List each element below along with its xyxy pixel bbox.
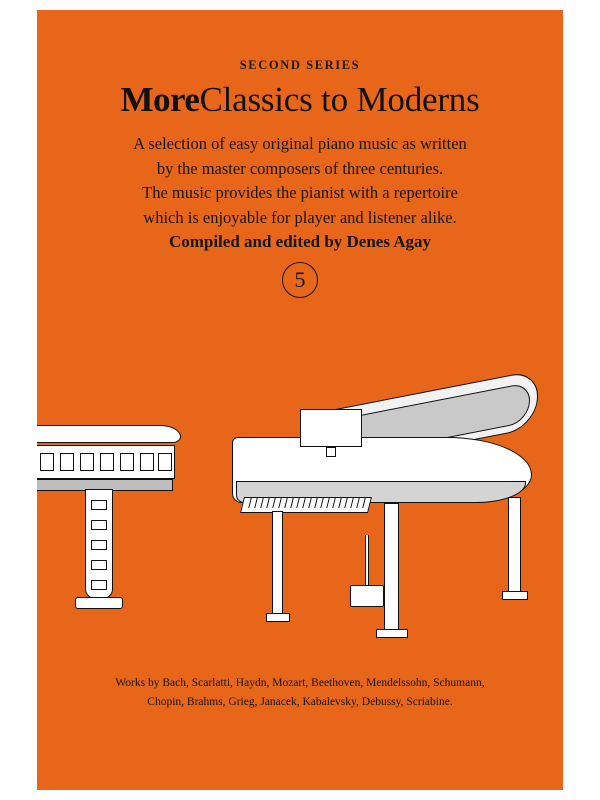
antique-piano-leg [85, 489, 113, 599]
piano-pedal-rod [365, 535, 369, 587]
title-lead-word: More [120, 80, 200, 119]
piano-music-desk [300, 409, 362, 447]
antique-piano-illustration [37, 425, 189, 655]
credits-line-2: Chopin, Brahms, Grieg, Janacek, Kabalevsky, Debussy, Scriabine. [147, 696, 453, 708]
blurb-line-3: The music provides the pianist with a repertoire [142, 183, 458, 202]
title-rest: Classics to Moderns [199, 80, 480, 119]
page-title [37, 78, 563, 122]
piano-back-foot [502, 591, 528, 600]
credits-line-1: Works by Bach, Scarlatti, Haydn, Mozart, Beethoven, Mendelssohn, Schumann, [115, 677, 485, 689]
blurb-line-4: which is enjoyable for player and listener alike. [143, 207, 457, 227]
antique-piano-frieze [37, 445, 175, 479]
volume-number-badge: 5 [282, 262, 318, 298]
cover-blurb [37, 132, 563, 255]
compiled-by-line: Compiled and edited by Denes Agay [168, 232, 432, 251]
piano-front-leg [272, 511, 283, 615]
grand-piano-illustration [222, 385, 552, 665]
piano-middle-foot [376, 629, 408, 638]
piano-middle-leg [384, 503, 399, 631]
blurb-line-1: A selection of easy original piano music as written [133, 134, 467, 153]
piano-front-foot [266, 613, 290, 622]
series-label: SECOND SERIES [239, 58, 361, 72]
piano-back-leg [508, 497, 521, 593]
antique-piano-foot [75, 597, 123, 609]
composer-credits [37, 674, 563, 712]
piano-pedal-lyre [350, 585, 384, 607]
piano-music-desk-support [326, 447, 336, 457]
blurb-line-2: by the master composers of three centuries. [156, 158, 444, 178]
cover-artwork [37, 10, 563, 790]
piano-keyboard [240, 497, 372, 513]
antique-piano-lid [37, 425, 181, 443]
